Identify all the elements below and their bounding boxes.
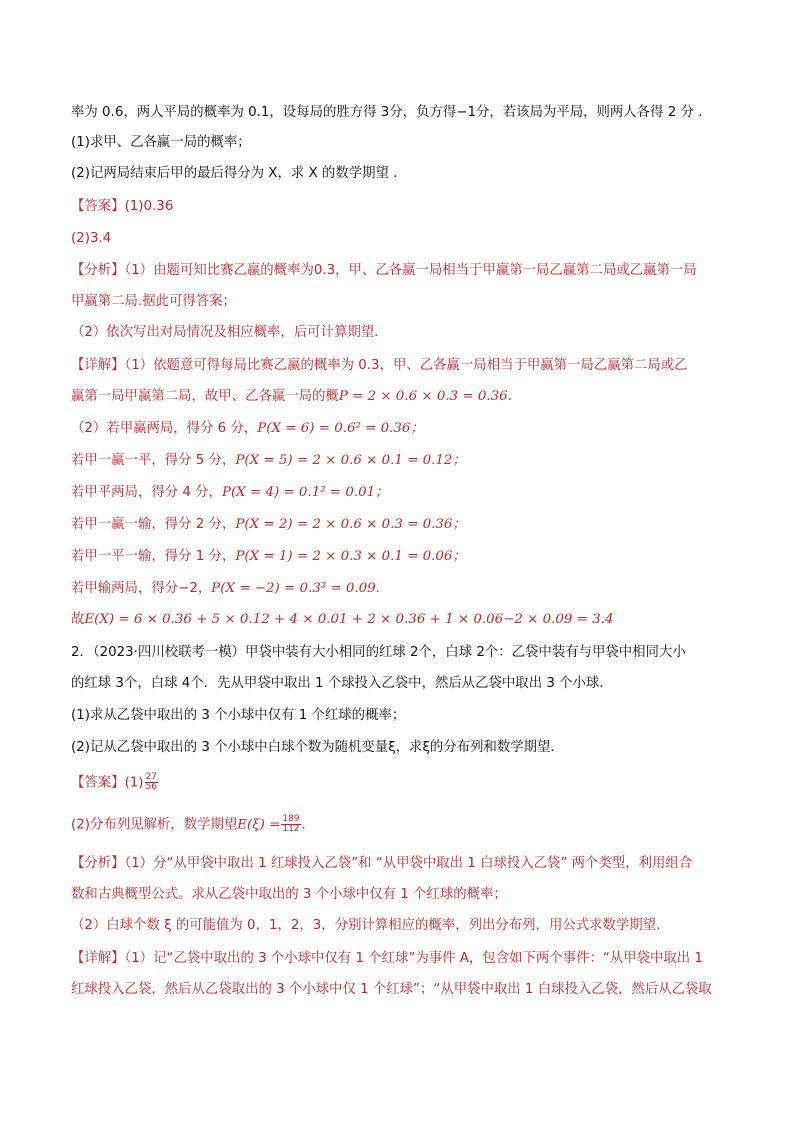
- q1-detail-text-3: （2）若甲赢两局，得分 6 分，: [71, 421, 258, 436]
- q1-detail-line-3: [71, 419, 731, 439]
- q1-detail-text-4: 若甲一赢一平，得分 5 分，: [71, 453, 236, 468]
- q1-answer-1: (1)0.36: [124, 199, 174, 214]
- q1-detail-line-2: [71, 387, 731, 407]
- q1-detail-text-6: 若甲一赢一输，得分 2 分，: [71, 517, 236, 532]
- fraction-denominator: 112: [282, 824, 300, 834]
- q1-detail-formula-8: P(X = −2) = 0.3² = 0.09.: [211, 581, 380, 596]
- answer-tag: 【答案】: [71, 775, 125, 791]
- q1-detail-text-7: 若甲一平一输，得分 1 分，: [71, 549, 236, 564]
- q2-analysis-line-1: [71, 854, 731, 874]
- q1-detail-line-7: [71, 547, 731, 567]
- detail-tag: 【详解】: [71, 358, 125, 373]
- fraction-numerator: 189: [282, 814, 300, 824]
- fraction-denominator: 56: [145, 782, 157, 792]
- q1-detail-formula-6: P(X = 2) = 2 × 0.6 × 0.3 = 0.36；: [235, 517, 466, 532]
- q1-detail-line-1: [71, 356, 731, 376]
- q1-analysis-text-1: （1）由题可知比赛乙赢的概率为0.3，甲、乙各赢一局相当于甲赢第一局乙赢第二局或乙赢第一局: [124, 263, 697, 278]
- q1-detail-line-8: [71, 579, 731, 599]
- q2-stem-line-1: 2．（2023·四川校联考一模）甲袋中装有大小相同的红球 2个，白球 2个：乙袋中装有与甲袋中相同大小: [71, 645, 686, 660]
- q1-detail-text-1: （1）依题意可得每局比赛乙赢的概率为 0.3，甲、乙各赢一局相当于甲赢第一局乙赢第二局或乙: [124, 358, 688, 373]
- q2-part1: (1)求从乙袋中取出的 3 个小球中仅有 1 个红球的概率；: [71, 708, 406, 723]
- q1-detail-formula-5: P(X = 4) = 0.1² = 0.01；: [221, 485, 389, 500]
- q1-detail-formula-3: P(X = 6) = 0.6² = 0.36；: [257, 421, 424, 436]
- q1-detail-formula-7: P(X = 1) = 2 × 0.3 × 0.1 = 0.06；: [235, 549, 466, 564]
- q1-analysis-line-2: 甲赢第二局.据此可得答案；: [71, 294, 236, 309]
- q2-analysis-line-2: 数和古典概型公式。求从乙袋中取出的 3 个小球中仅有 1 个红球的概率；: [71, 887, 507, 902]
- q1-detail-text-5: 若甲平两局，得分 4 分，: [71, 485, 222, 500]
- q1-detail-line-6: [71, 515, 731, 535]
- q2-answer-2-fraction: [281, 815, 300, 834]
- q1-analysis-line-3: （2）依次写出对局情况及相应概率，后可计算期望.: [71, 325, 379, 340]
- q1-part1: (1)求甲、乙各赢一局的概率；: [71, 135, 251, 150]
- q2-detail-text-1: （1）记“乙袋中取出的 3 个小球中仅有 1 个红球”为事件 A，包含如下两个事件：“从甲袋中取出 1: [124, 951, 703, 966]
- q2-detail-line-1: [71, 949, 731, 969]
- q1-detail-text-2: 赢第一局甲赢第二局，故甲、乙各赢一局的概: [71, 389, 339, 404]
- q2-detail-line-2: 红球投入乙袋，然后从乙袋取出的 3 个小球中仅 1 个红球”；“从甲袋中取出 1 白球投入乙袋，然后从乙袋取: [71, 982, 712, 997]
- q2-answer-2-text: (2)分布列见解析，数学期望: [71, 817, 238, 833]
- q1-detail-line-9: [71, 610, 731, 630]
- q1-analysis-line-1: [71, 261, 731, 281]
- q2-part2: (2)记从乙袋中取出的 3 个小球中白球个数为随机变量ξ，求ξ的分布列和数学期望．: [71, 740, 564, 755]
- fraction-numerator: 27: [145, 772, 157, 782]
- q1-answer-line: [71, 197, 731, 217]
- q1-answer-2: (2)3.4: [71, 231, 112, 246]
- q1-detail-text-8: 若甲输两局，得分−2，: [71, 581, 212, 596]
- q2-answer-line: [71, 773, 731, 794]
- q1-detail-formula-2: P = 2 × 0.6 × 0.3 = 0.36.: [338, 389, 512, 404]
- q1-detail-formula-9: E(X) = 6 × 0.36 + 5 × 0.12 + 4 × 0.01 + 2 × 0.36 + 1 × 0.06−2 × 0.09 = 3.4: [84, 612, 614, 627]
- q2-analysis-text-1: （1）分“从甲袋中取出 1 红球投入乙袋”和 “从甲袋中取出 1 白球投入乙袋” 两个类型，利用组合: [124, 856, 693, 871]
- answer-tag: 【答案】: [71, 199, 125, 214]
- analysis-tag: 【分析】: [71, 856, 125, 871]
- q1-detail-text-9: 故: [71, 612, 85, 627]
- detail-tag: 【详解】: [71, 951, 125, 966]
- q2-answer-2-expr: E(ξ) =: [237, 817, 281, 833]
- q1-detail-formula-4: P(X = 5) = 2 × 0.6 × 0.1 = 0.12；: [235, 453, 466, 468]
- analysis-tag: 【分析】: [71, 263, 125, 278]
- q1-part2: (2)记两局结束后甲的最后得分为 X，求 X 的数学期望 .: [71, 166, 398, 181]
- q2-answer-2-line: (2)分布列见解析，数学期望E(ξ) = $\frac{189}{112}$ .: [71, 814, 306, 834]
- q1-intro: 率为 0.6，两人平局的概率为 0.1，设每局的胜方得 3分，负方得−1分，若该局为平局，则两人各得 2 分 .: [71, 105, 703, 120]
- q2-stem-line-2: 的红球 3个，白球 4个．先从甲袋中取出 1 个球投入乙袋中，然后从乙袋中取出 3 个小球．: [71, 676, 613, 691]
- q2-answer-1-fraction: [145, 773, 158, 792]
- q2-analysis-line-3: （2）白球个数 ξ 的可能值为 0，1，2，3，分别计算相应的概率，列出分布列，用公式求数学期望.: [71, 918, 661, 933]
- q1-detail-line-5: [71, 483, 731, 503]
- q1-detail-line-4: [71, 451, 731, 471]
- q2-answer-1-prefix: (1): [124, 775, 144, 791]
